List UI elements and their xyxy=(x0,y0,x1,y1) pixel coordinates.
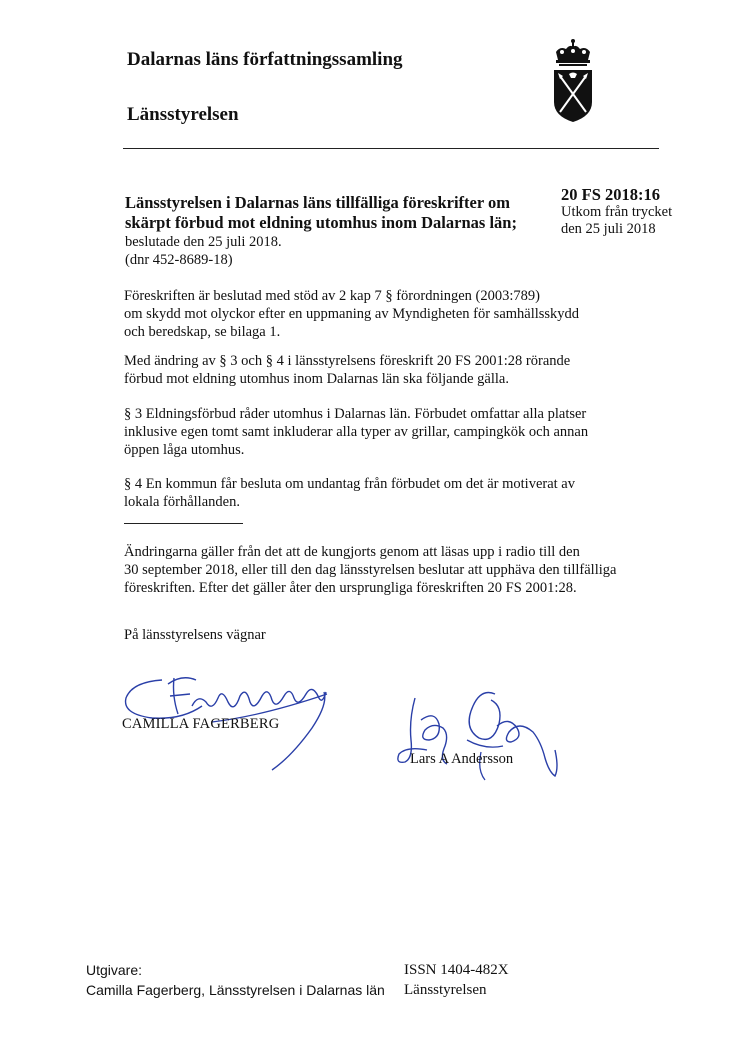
issn-block xyxy=(404,960,509,1000)
fs-number: 20 FS 2018:16 xyxy=(561,185,660,204)
text-line: § 4 En kommun får besluta om undantag från förbudet om det är motiverat av xyxy=(124,476,575,492)
crown-shield-crest-icon xyxy=(550,38,596,122)
on-behalf-label: På länsstyrelsens vägnar xyxy=(124,627,266,643)
paragraph-section-3 xyxy=(124,405,644,459)
text-line: 30 september 2018, eller till den dag länsstyrelsen beslutar att upphäva den tillfälliga xyxy=(124,562,617,578)
text-line: förbud mot eldning utomhus inom Dalarnas län ska följande gälla. xyxy=(124,371,509,387)
signatory-name-1: CAMILLA FAGERBERG xyxy=(122,716,280,732)
text-line: och beredskap, se bilaga 1. xyxy=(124,324,281,340)
paragraph-section-4 xyxy=(124,475,644,511)
issuer-name: Länsstyrelsen xyxy=(404,982,487,998)
paragraph-legal-basis xyxy=(124,287,644,341)
header-divider xyxy=(123,148,659,149)
publisher-block xyxy=(86,960,385,1000)
issued-info xyxy=(561,204,672,238)
authority-name: Länsstyrelsen xyxy=(127,104,239,125)
regulation-title-line-2: skärpt förbud mot eldning utomhus inom Dalarnas län; xyxy=(125,213,517,232)
text-line: öppen låga utomhus. xyxy=(124,442,245,458)
text-line: Föreskriften är beslutad med stöd av 2 kap 7 § förordningen (2003:789) xyxy=(124,288,540,304)
regulation-meta xyxy=(125,233,282,269)
publisher-name: Camilla Fagerberg, Länsstyrelsen i Dalarnas län xyxy=(86,982,385,998)
diary-number: (dnr 452-8689-18) xyxy=(125,252,233,268)
paragraph-amendment xyxy=(124,352,644,388)
text-line: Ändringarna gäller från det att de kungjorts genom att läsas upp i radio till den xyxy=(124,544,580,560)
text-line: § 3 Eldningsförbud råder utomhus i Dalarnas län. Förbudet omfattar alla platser xyxy=(124,406,587,422)
text-line: föreskriften. Efter det gäller åter den ursprungliga föreskriften 20 FS 2001:28. xyxy=(124,580,577,596)
publisher-label: Utgivare: xyxy=(86,962,143,978)
issued-line-1: Utkom från trycket xyxy=(561,204,673,220)
issued-line-2: den 25 juli 2018 xyxy=(561,221,656,237)
paragraph-validity xyxy=(124,543,644,597)
decided-date: beslutade den 25 juli 2018. xyxy=(125,234,282,250)
regulation-title-line-1: Länsstyrelsen i Dalarnas läns tillfälliga föreskrifter om xyxy=(125,193,510,212)
signature-andersson xyxy=(385,680,570,795)
text-line: Med ändring av § 3 och § 4 i länsstyrelsens föreskrift 20 FS 2001:28 rörande xyxy=(124,353,571,369)
issn-number: ISSN 1404-482X xyxy=(404,962,509,978)
regulation-title xyxy=(125,193,555,233)
text-line: om skydd mot olyckor efter en uppmaning av Myndigheten för samhällsskydd xyxy=(124,306,580,322)
section-divider xyxy=(124,523,243,524)
text-line: inklusive egen tomt samt inkluderar alla typer av grillar, campingkök och annan xyxy=(124,424,589,440)
signatory-name-2: Lars A Andersson xyxy=(410,751,514,767)
collection-title: Dalarnas läns författningssamling xyxy=(127,49,403,70)
text-line: lokala förhållanden. xyxy=(124,494,240,510)
